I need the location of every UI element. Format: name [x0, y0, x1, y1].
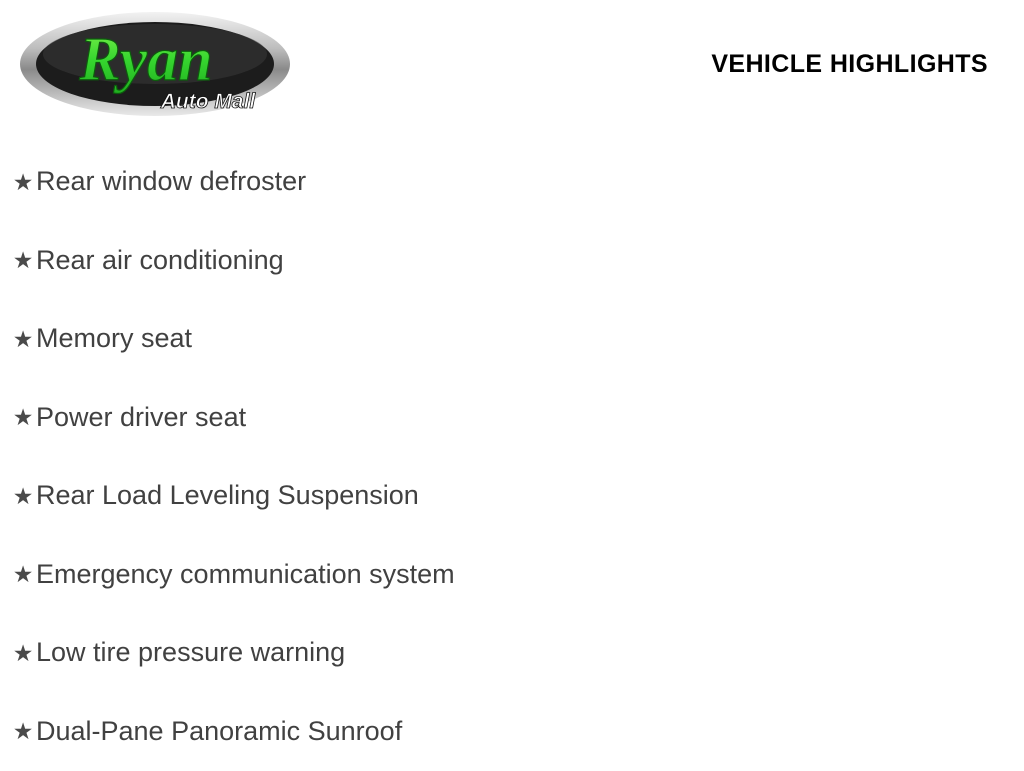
star-icon: ★: [10, 720, 36, 743]
vehicle-highlights-list: [0, 143, 1024, 771]
list-item-label: Rear window defroster: [36, 167, 306, 197]
list-item-label: Memory seat: [36, 324, 192, 354]
list-item: [0, 379, 1024, 458]
list-item-label: Rear air conditioning: [36, 246, 284, 276]
list-item: [0, 143, 1024, 222]
list-item-label: Low tire pressure warning: [36, 638, 345, 668]
ryan-auto-mall-logo: [18, 8, 293, 120]
page-title: VEHICLE HIGHLIGHTS: [711, 50, 988, 79]
list-item-label: Emergency communication system: [36, 560, 455, 590]
star-icon: ★: [10, 642, 36, 665]
list-item: [0, 614, 1024, 693]
star-icon: ★: [10, 563, 36, 586]
page-header: [0, 0, 1024, 130]
star-icon: ★: [10, 485, 36, 508]
list-item: [0, 693, 1024, 771]
list-item: [0, 222, 1024, 301]
list-item: [0, 457, 1024, 536]
list-item: [0, 300, 1024, 379]
star-icon: ★: [10, 171, 36, 194]
list-item: [0, 536, 1024, 615]
star-icon: ★: [10, 406, 36, 429]
list-item-label: Rear Load Leveling Suspension: [36, 481, 419, 511]
list-item-label: Dual-Pane Panoramic Sunroof: [36, 717, 402, 747]
star-icon: ★: [10, 249, 36, 272]
svg-text:Auto Mall: Auto Mall: [160, 90, 257, 113]
list-item-label: Power driver seat: [36, 403, 246, 433]
star-icon: ★: [10, 328, 36, 351]
svg-text:Ryan: Ryan: [78, 26, 212, 94]
